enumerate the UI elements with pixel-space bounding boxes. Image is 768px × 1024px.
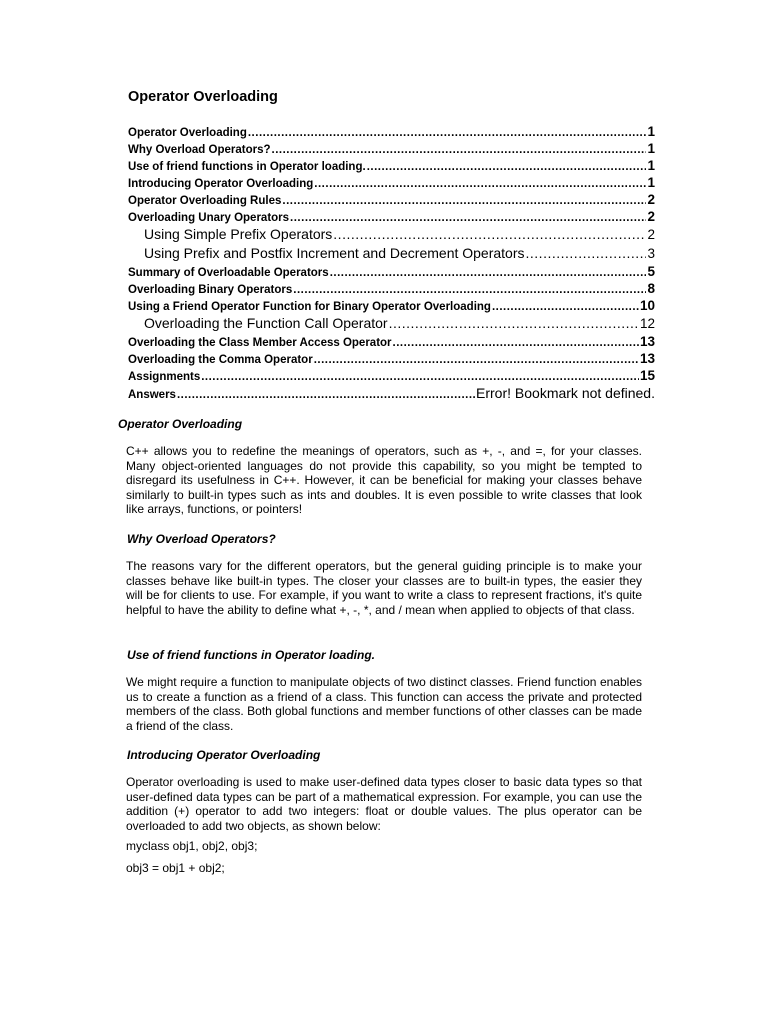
toc-leader	[314, 354, 639, 366]
toc-subentry[interactable]	[128, 315, 655, 334]
introducing-paragraph: Operator overloading is used to make user-defined data types closer to basic data types so that user-defined data types can be part of a mathematical expression. For example, you can use the addition (+) operator to add two integers: float or double values. The plus operator can be overloaded to add two objects, as shown below:	[126, 775, 642, 833]
toc-entry[interactable]	[128, 281, 655, 298]
toc-entry-text: Using Prefix and Postfix Increment and Decrement Operators	[144, 245, 525, 261]
toc-leader	[290, 212, 646, 224]
toc-entry[interactable]	[128, 209, 655, 226]
toc-page-number: 1	[647, 141, 655, 156]
friend-paragraph: We might require a function to manipulate objects of two distinct classes. Friend function enables us to create a function as a friend of a class. This function can access the private and protected members of the class. Both global functions and member functions of other classes can be made a friend of the class.	[126, 675, 642, 733]
toc-page-number: 5	[647, 264, 655, 279]
toc-page-number: 13	[639, 334, 655, 349]
toc-leader	[526, 245, 647, 261]
toc-page-number: 15	[639, 368, 655, 383]
code-line: myclass obj1, obj2, obj3;	[126, 839, 258, 853]
toc-entry-text: Answers	[128, 389, 176, 401]
toc-page-number: 1	[647, 124, 655, 139]
toc-entry-text: Summary of Overloadable Operators	[128, 267, 329, 279]
toc-leader	[314, 178, 646, 190]
section-heading-introducing: Introducing Operator Overloading	[127, 748, 321, 762]
toc-subentry[interactable]	[128, 226, 655, 245]
toc-page-number: 12	[639, 316, 655, 331]
code-line: obj3 = obj1 + obj2;	[126, 861, 225, 875]
toc-page-number: 13	[639, 351, 655, 366]
toc-leader	[293, 284, 646, 296]
toc-leader	[177, 389, 475, 401]
section-heading-operator-overloading: Operator Overloading	[118, 417, 243, 431]
toc-entry[interactable]	[128, 368, 655, 385]
toc-entry[interactable]	[128, 264, 655, 281]
toc-entry-text: Overloading the Class Member Access Operator	[128, 337, 392, 349]
toc-entry-text: Overloading the Comma Operator	[128, 354, 313, 366]
toc-entry[interactable]	[128, 351, 655, 368]
toc-leader	[248, 127, 647, 139]
document-title: Operator Overloading	[128, 89, 278, 105]
toc-entry-text: Overloading Unary Operators	[128, 212, 290, 224]
toc-entry[interactable]	[128, 175, 655, 192]
table-of-contents	[128, 124, 655, 402]
toc-leader	[492, 301, 639, 313]
toc-entry[interactable]	[128, 141, 655, 158]
toc-page-number: Error! Bookmark not defined.	[476, 385, 655, 401]
toc-leader	[201, 371, 639, 383]
toc-page-number: 1	[647, 158, 655, 173]
toc-leader	[389, 315, 639, 331]
toc-page-number: 2	[647, 192, 655, 207]
why-paragraph: The reasons vary for the different operators, but the general guiding principle is to make your classes behave like built-in types. The closer your classes are to built-in types, the easier they will be for clients to use. For example, if you want to write a class to represent fractions, it's quite helpful to have the ability to define what +, -, *, and / mean when applied to objects of that class.	[126, 559, 642, 617]
toc-entry[interactable]	[128, 385, 655, 402]
toc-page-number: 3	[647, 246, 655, 261]
toc-leader	[272, 144, 647, 156]
toc-entry-text: Using a Friend Operator Function for Binary Operator Overloading	[128, 301, 491, 313]
toc-entry[interactable]	[128, 158, 655, 175]
toc-entry-text: Operator Overloading	[128, 127, 247, 139]
toc-leader	[330, 267, 647, 279]
toc-subentry[interactable]	[128, 245, 655, 264]
toc-page-number: 2	[647, 209, 655, 224]
toc-entry-text: Use of friend functions in Operator loading.	[128, 161, 366, 173]
toc-entry-text: Using Simple Prefix Operators	[144, 226, 333, 242]
intro-paragraph: C++ allows you to redefine the meanings of operators, such as +, -, and =, for your classes. Many object-oriented languages do not provide this capability, so you might be tempted to disregard its usefulness in C++. However, it can be beneficial for making your classes behave similarly to built-in types such as ints and doubles. It is even possible to write classes that look like arrays, functions, or pointers!	[126, 444, 642, 517]
toc-page-number: 1	[647, 175, 655, 190]
toc-leader	[393, 337, 639, 349]
toc-entry-text: Overloading Binary Operators	[128, 284, 293, 296]
toc-entry-text: Assignments	[128, 371, 201, 383]
toc-leader	[367, 161, 647, 173]
toc-entry-text: Overloading the Function Call Operator	[144, 315, 388, 331]
toc-page-number: 2	[647, 227, 655, 242]
section-heading-why-overload: Why Overload Operators?	[127, 532, 276, 546]
toc-leader	[282, 195, 646, 207]
toc-entry-text: Introducing Operator Overloading	[128, 178, 314, 190]
toc-entry[interactable]	[128, 334, 655, 351]
toc-entry[interactable]	[128, 298, 655, 315]
toc-page-number: 8	[647, 281, 655, 296]
toc-leader	[333, 226, 646, 242]
toc-entry-text: Why Overload Operators?	[128, 144, 271, 156]
section-heading-friend-functions: Use of friend functions in Operator loading.	[127, 648, 376, 662]
toc-entry-text: Operator Overloading Rules	[128, 195, 282, 207]
toc-entry[interactable]	[128, 124, 655, 141]
toc-page-number: 10	[639, 298, 655, 313]
toc-entry[interactable]	[128, 192, 655, 209]
